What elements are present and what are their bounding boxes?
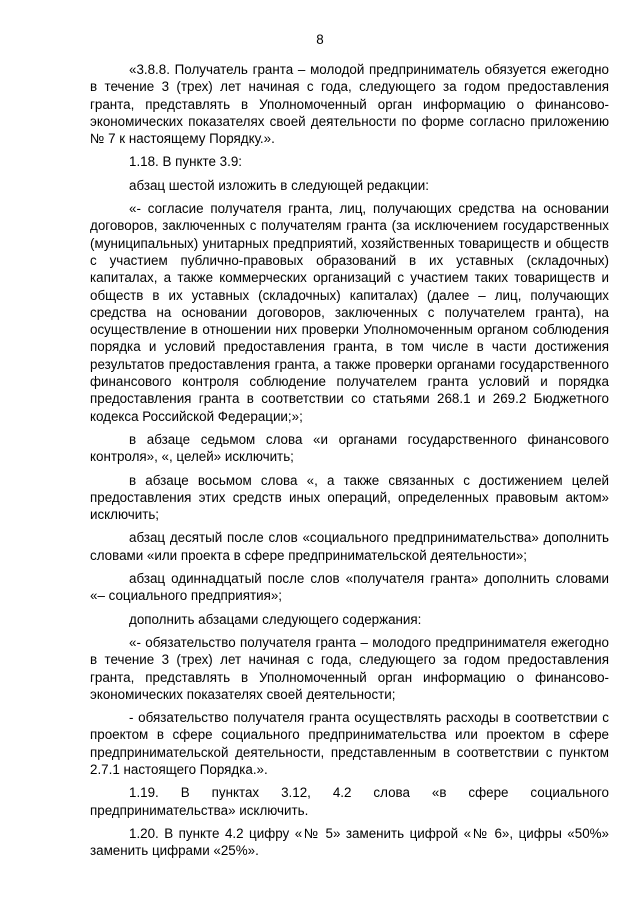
paragraph-sixth-abzac-intro: абзац шестой изложить в следующей редакции: — [129, 177, 429, 193]
paragraph-1-19: 1.19. В пунктах 3.12, 4.2 слова «в сфере социального предпринимательства» исключить. — [90, 785, 609, 818]
paragraph-3-8-8: «3.8.8. Получатель гранта – молодой предприниматель обязуется ежегодно в течение 3 (трех) лет начиная с года, следующего за годом предоставления гранта, представлять в Уполномоченный орган информацию о финансово-экономических показателях своей деятельности по форме согласно приложению № 7 к настоящему Порядку.». — [90, 62, 609, 147]
paragraph-eighth-abzac: в абзаце восьмом слова «, а также связанных с достижением целей предоставления этих средств иных операций, определенных правовым актом» исключить; — [90, 472, 609, 523]
paragraph-expenses-obligation: - обязательство получателя гранта осуществлять расходы в соответствии с проектом в сфере социального предпринимательства или проектом в сфере предпринимательской деятельности, представленным в соответствии с пунктом 2.7.1 настоящего Порядка.». — [90, 710, 609, 777]
page-number: 8 — [316, 32, 324, 47]
paragraph-1-18: 1.18. В пункте 3.9: — [129, 154, 242, 170]
paragraph-young-entrepreneur-obligation: «- обязательство получателя гранта – молодого предпринимателя ежегодно в течение 3 (трех) лет начиная с года, следующего за годом предоставления гранта, представлять в Уполномоченный орган информацию о финансово-экономических показателях своей деятельности; — [90, 634, 609, 702]
paragraph-consent-clause: «- согласие получателя гранта, лиц, получающих средства на основании договоров, заключенных с получателям гранта (за исключением государственных (муниципальных) унитарных предприятий, хозяйственных товариществ и обществ с участием публично-правовых образований в их уставных (складочных) капиталах, а также коммерческих организаций с участием таких товариществ и обществ в их уставных (складочных) капиталах) (далее – лиц, получающих средства на основании договоров, заключенных с получателем гранта), на осуществление в отношении них проверки Уполномоченным органом соблюдения порядка и условий предоставления гранта, в том числе в части достижения результатов предоставления гранта, а также проверки органами государственного финансового контроля соблюдение получателем гранта условий и порядка предоставления гранта в соответствии со статьями 268.1 и 269.2 Бюджетного кодекса Российской Федерации;»; — [90, 201, 609, 424]
paragraph-eleventh-abzac: абзац одиннадцатый после слов «получателя гранта» дополнить словами «– социального предприятия»; — [90, 571, 609, 604]
document-body — [90, 61, 609, 865]
paragraph-1-20: 1.20. В пункте 4.2 цифру «№ 5» заменить цифрой «№ 6», цифры «50%» заменить цифрами «25%». — [90, 825, 609, 859]
paragraph-tenth-abzac: абзац десятый после слов «социального предпринимательства» дополнить словами «или проекта в сфере предпринимательской деятельности»; — [90, 530, 609, 563]
paragraph-seventh-abzac: в абзаце седьмом слова «и органами государственного финансового контроля», «, целей» исключить; — [90, 431, 609, 465]
paragraph-add-abzacs: дополнить абзацами следующего содержания: — [129, 611, 422, 627]
